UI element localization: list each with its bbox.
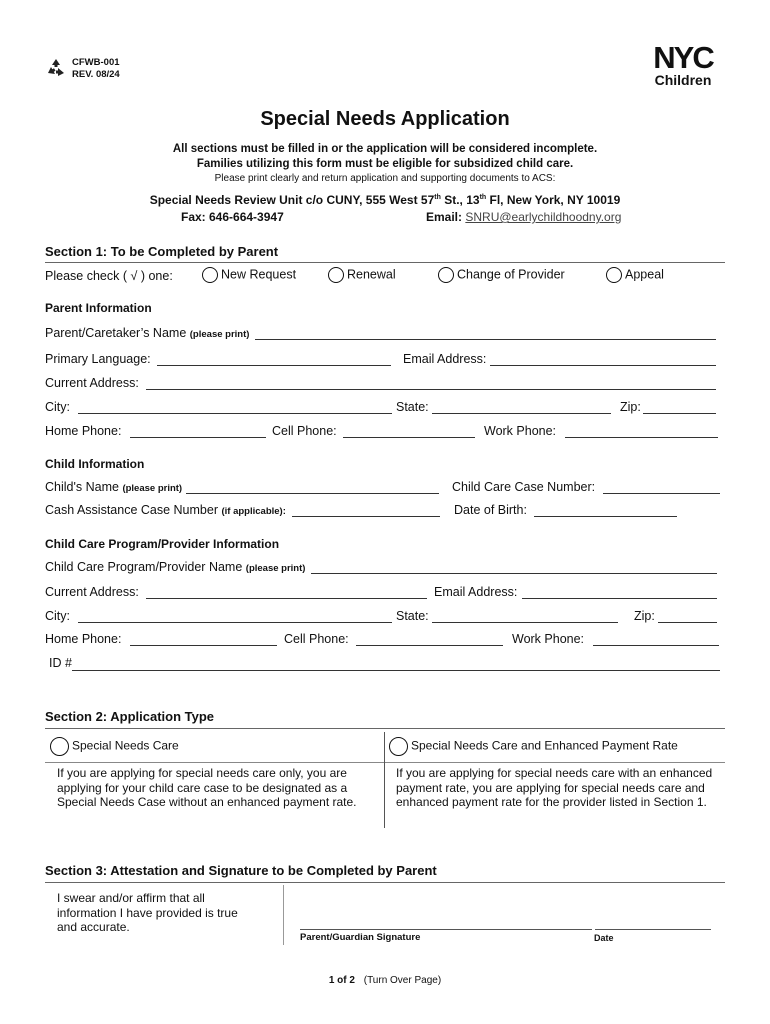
provider-id-field[interactable] [72,670,720,671]
option-appeal[interactable]: Appeal [606,267,664,283]
recycle-icon [45,57,67,79]
radio-change-provider[interactable] [438,267,454,283]
provider-info-heading: Child Care Program/Provider Information [45,537,280,551]
parent-name-label: Parent/Caretaker’s Name (please print) [45,326,250,340]
parent-email-label: Email Address: [403,352,487,366]
provider-cell-phone-label: Cell Phone: [284,632,349,646]
case-number-label: Child Care Case Number: [452,480,596,494]
provider-work-phone-label: Work Phone: [512,632,585,646]
nyc-children-logo [642,40,724,90]
form-code: CFWB-001 [72,57,120,68]
provider-address-label: Current Address: [45,585,139,599]
provider-city-label: City: [45,609,70,623]
option-change-provider[interactable]: Change of Provider [438,267,565,283]
parent-name-field[interactable] [255,339,716,340]
enhanced-rate-description: If you are applying for special needs care with an enhanced payment rate, you are applying for special needs care and enhanced payment rate for the provider listed in Section 1. [396,766,713,809]
section1-title: Section 1: To be Completed by Parent [45,244,279,259]
notice-eligible: Families utilizing this form must be eligible for subsidized child care. [196,158,574,170]
logo-main: NYC [653,40,713,75]
provider-address-field[interactable] [146,598,427,599]
radio-renewal[interactable] [328,267,344,283]
dob-field[interactable] [534,516,677,517]
provider-home-phone-label: Home Phone: [45,632,122,646]
provider-work-phone-field[interactable] [593,645,719,646]
radio-new-request[interactable] [202,267,218,283]
parent-email-field[interactable] [490,365,716,366]
option-new-request[interactable]: New Request [202,267,296,283]
parent-cell-phone-label: Cell Phone: [272,424,337,438]
dob-label: Date of Birth: [454,503,527,517]
provider-city-field[interactable] [78,622,392,623]
language-field[interactable] [157,365,391,366]
section3-rule [45,882,725,883]
parent-zip-field[interactable] [643,413,716,414]
provider-state-field[interactable] [432,622,618,623]
parent-state-field[interactable] [432,413,611,414]
parent-work-phone-field[interactable] [565,437,718,438]
parent-address-label: Current Address: [45,376,139,390]
checkmark-icon: √ [130,269,138,283]
case-number-field[interactable] [603,493,720,494]
parent-state-label: State: [396,400,429,414]
fax-number: Fax: 646-664-3947 [181,210,284,224]
section2-title: Section 2: Application Type [45,709,215,724]
provider-name-label: Child Care Program/Provider Name (please print) [45,560,306,574]
option-enhanced-rate[interactable]: Special Needs Care and Enhanced Payment Rate [389,737,678,756]
notice-return: Please print clearly and return application and supporting documents to ACS: [214,173,556,184]
date-label: Date [594,933,614,943]
turn-over-note: (Turn Over Page) [363,975,442,986]
section2-divider [384,732,385,828]
notice-incomplete: All sections must be filled in or the application will be considered incomplete. [172,143,598,155]
child-info-heading: Child Information [45,457,145,471]
parent-city-field[interactable] [78,413,392,414]
option-renewal[interactable]: Renewal [328,267,396,283]
provider-zip-label: Zip: [634,609,655,623]
attestation-text: I swear and/or affirm that all information I have provided is true and accurate. [57,891,238,934]
email-label: Email: [426,210,466,224]
child-name-field[interactable] [186,493,439,494]
form-revision: REV. 08/24 [72,69,120,80]
provider-id-label: ID # [49,656,72,670]
parent-address-field[interactable] [146,389,716,390]
signature-label: Parent/Guardian Signature [300,932,421,943]
page-title: Special Needs Application [260,108,510,130]
radio-appeal[interactable] [606,267,622,283]
parent-info-heading: Parent Information [45,301,152,315]
radio-enhanced-rate[interactable] [389,737,408,756]
cash-assistance-field[interactable] [292,516,440,517]
child-name-label: Child's Name (please print) [45,480,183,494]
provider-zip-field[interactable] [658,622,717,623]
section3-title: Section 3: Attestation and Signature to be Completed by Parent [45,863,437,878]
radio-special-needs[interactable] [50,737,69,756]
parent-home-phone-label: Home Phone: [45,424,122,438]
mailing-address: Special Needs Review Unit c/o CUNY, 555 West 57th St., 13th Fl, New York, NY 10019 [149,193,621,207]
provider-name-field[interactable] [311,573,717,574]
email-link[interactable]: SNRU@earlychildhoodny.org [465,210,622,224]
provider-cell-phone-field[interactable] [356,645,503,646]
parent-work-phone-label: Work Phone: [484,424,557,438]
date-field[interactable] [595,929,711,930]
option-special-needs[interactable]: Special Needs Care [50,737,179,756]
special-needs-description: If you are applying for special needs care only, you are applying for your child care case to be designated as a Special Needs Case without an enhanced payment rate. [57,766,357,809]
section3-divider [283,885,284,945]
page-number: 1 of 2 [328,975,355,986]
parent-cell-phone-field[interactable] [343,437,475,438]
check-instruction: Please check ( √ ) one: [45,269,173,283]
provider-state-label: State: [396,609,429,623]
cash-assistance-label: Cash Assistance Case Number (if applicable): [45,503,286,517]
section2-inner-rule [45,762,725,763]
section2-rule [45,728,725,729]
provider-email-field[interactable] [522,598,717,599]
signature-field[interactable] [300,929,592,930]
parent-home-phone-field[interactable] [130,437,266,438]
provider-email-label: Email Address: [434,585,518,599]
language-label: Primary Language: [45,352,151,366]
section1-rule [45,262,725,263]
logo-sub: Children [654,72,712,88]
parent-city-label: City: [45,400,70,414]
provider-home-phone-field[interactable] [130,645,277,646]
parent-zip-label: Zip: [620,400,641,414]
